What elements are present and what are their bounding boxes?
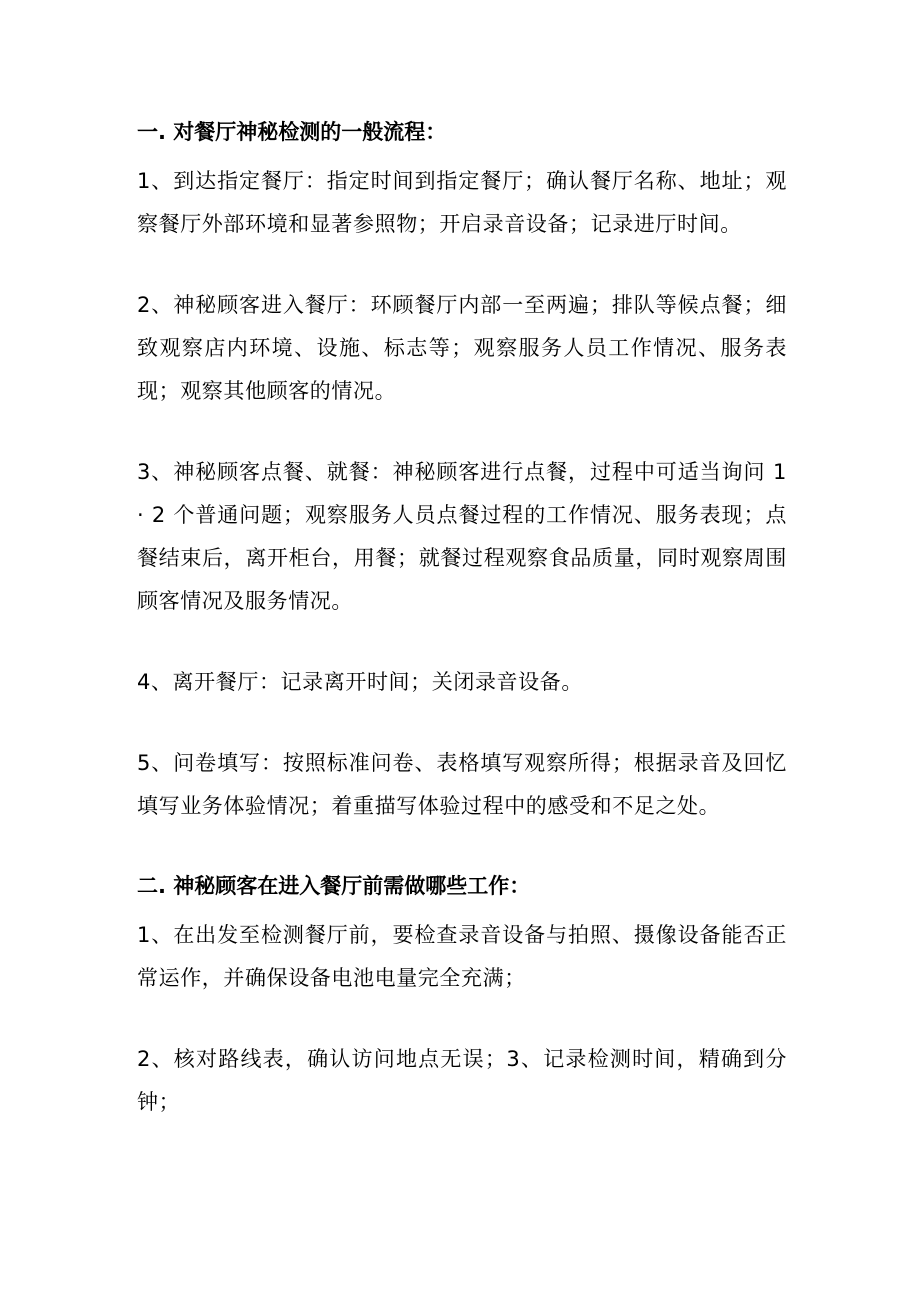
process-step-3: 3、神秘顾客点餐、就餐：神秘顾客进行点餐，过程中可适当询问 1 · 2 个普通问题；观察服务人员点餐过程的工作情况、服务表现；点餐结束后，离开柜台，用餐；就餐过程观察食品质量，同时观察周围顾客情况及服务情况。 — [137, 460, 787, 613]
prep-step-2: 2、核对路线表，确认访问地点无误；3、记录检测时间，精确到分钟； — [137, 1047, 787, 1114]
section-general-process — [137, 112, 787, 828]
section-heading: 一. 对餐厅神秘检测的一般流程： — [137, 120, 447, 144]
process-step-1: 1、到达指定餐厅：指定时间到指定餐厅；确认餐厅名称、地址；观察餐厅外部环境和显著参照物；开启录音设备；记录进厅时间。 — [137, 169, 787, 236]
section-heading: 二. 神秘顾客在进入餐厅前需做哪些工作： — [137, 874, 531, 898]
section-preparation — [137, 866, 787, 1124]
process-step-5: 5、问卷填写：按照标准问卷、表格填写观察所得；根据录音及回忆填写业务体验情况；着重描写体验过程中的感受和不足之处。 — [137, 751, 787, 818]
process-step-4: 4、离开餐厅：记录离开时间；关闭录音设备。 — [137, 670, 583, 694]
process-step-2: 2、神秘顾客进入餐厅：环顾餐厅内部一至两遍；排队等候点餐；细致观察店内环境、设施、标志等；观察服务人员工作情况、服务表现；观察其他顾客的情况。 — [137, 293, 787, 403]
prep-step-1: 1、在出发至检测餐厅前，要检查录音设备与拍照、摄像设备能否正常运作，并确保设备电池电量完全充满； — [137, 923, 787, 990]
document-page — [137, 112, 787, 1124]
